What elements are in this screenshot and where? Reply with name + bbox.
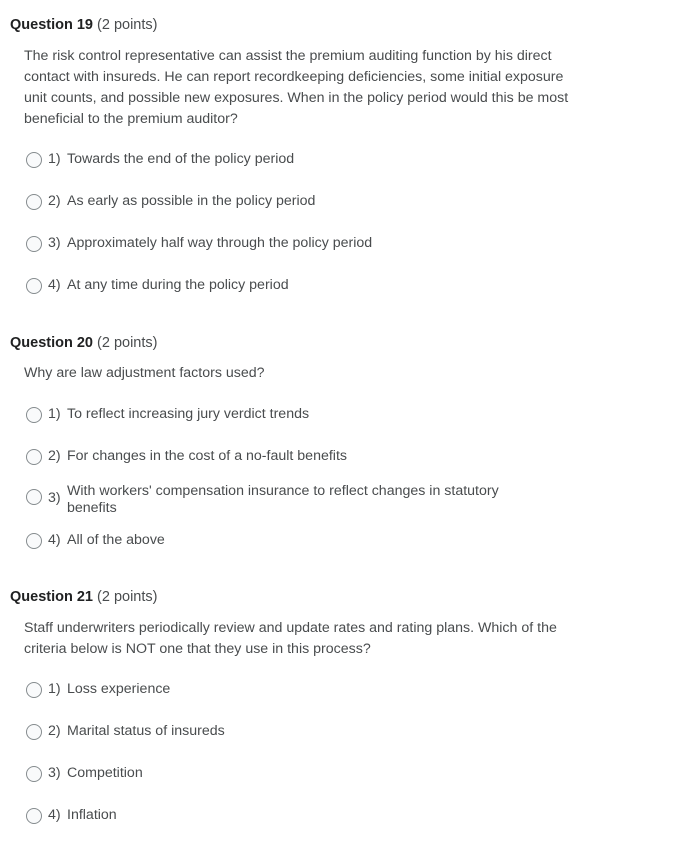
option-label: Towards the end of the policy period <box>67 151 295 167</box>
option-number: 1) <box>48 151 61 167</box>
option-label: As early as possible in the policy period <box>67 193 316 209</box>
q19-option-3[interactable] <box>26 235 372 252</box>
radio-button[interactable] <box>26 407 42 423</box>
option-label: Approximately half way through the policy period <box>67 235 373 251</box>
question-20-text: Why are law adjustment factors used? <box>24 365 265 381</box>
option-label: To reflect increasing jury verdict trends <box>67 406 310 422</box>
option-number: 3) <box>48 765 61 781</box>
radio-button[interactable] <box>26 278 42 294</box>
radio-button[interactable] <box>26 724 42 740</box>
q19-option-1[interactable] <box>26 151 294 168</box>
option-label: All of the above <box>67 532 165 548</box>
option-number: 1) <box>48 681 61 697</box>
option-label: Loss experience <box>67 681 171 697</box>
q20-option-1[interactable] <box>26 406 309 423</box>
option-number: 1) <box>48 406 61 422</box>
question-points: (2 points) <box>97 335 158 351</box>
q21-option-4[interactable] <box>26 807 117 824</box>
q21-option-2[interactable] <box>26 723 225 740</box>
question-number: Question 19 <box>10 17 93 33</box>
question-21-text: Staff underwriters periodically review and update rates and rating plans. Which of the criteria below is NOT one that they use in this process? <box>24 620 557 657</box>
option-number: 4) <box>48 277 61 293</box>
question-21-header <box>10 589 157 605</box>
option-label: With workers' compensation insurance to reflect changes in statutory benefits <box>67 483 499 516</box>
option-label: Inflation <box>67 807 117 823</box>
q20-option-3[interactable] <box>26 483 527 517</box>
option-label: For changes in the cost of a no-fault benefits <box>67 448 347 464</box>
question-points: (2 points) <box>97 589 158 605</box>
option-label: At any time during the policy period <box>67 277 289 293</box>
question-20-header <box>10 335 157 351</box>
option-number: 3) <box>48 490 61 506</box>
option-number: 3) <box>48 235 61 251</box>
q21-option-3[interactable] <box>26 765 143 782</box>
radio-button[interactable] <box>26 766 42 782</box>
radio-button[interactable] <box>26 489 42 505</box>
q19-option-4[interactable] <box>26 277 289 294</box>
radio-button[interactable] <box>26 808 42 824</box>
option-label: Marital status of insureds <box>67 723 225 739</box>
question-number: Question 21 <box>10 589 93 605</box>
question-number: Question 20 <box>10 335 93 351</box>
question-19-header <box>10 17 157 33</box>
option-number: 4) <box>48 807 61 823</box>
option-number: 2) <box>48 723 61 739</box>
option-number: 4) <box>48 532 61 548</box>
q21-option-1[interactable] <box>26 681 170 698</box>
q20-option-4[interactable] <box>26 532 165 549</box>
question-19-text: The risk control representative can assist the premium auditing function by his direct contact with insureds. He can report recordkeeping deficiencies, some initial exposure unit counts, and possible new exposures. When in the policy period would this be most beneficial to the premium auditor? <box>24 48 569 127</box>
option-label: Competition <box>67 765 143 781</box>
radio-button[interactable] <box>26 152 42 168</box>
radio-button[interactable] <box>26 533 42 549</box>
q19-option-2[interactable] <box>26 193 315 210</box>
option-number: 2) <box>48 448 61 464</box>
q20-option-2[interactable] <box>26 448 347 465</box>
radio-button[interactable] <box>26 236 42 252</box>
question-points: (2 points) <box>97 17 158 33</box>
radio-button[interactable] <box>26 194 42 210</box>
option-number: 2) <box>48 193 61 209</box>
radio-button[interactable] <box>26 449 42 465</box>
radio-button[interactable] <box>26 682 42 698</box>
